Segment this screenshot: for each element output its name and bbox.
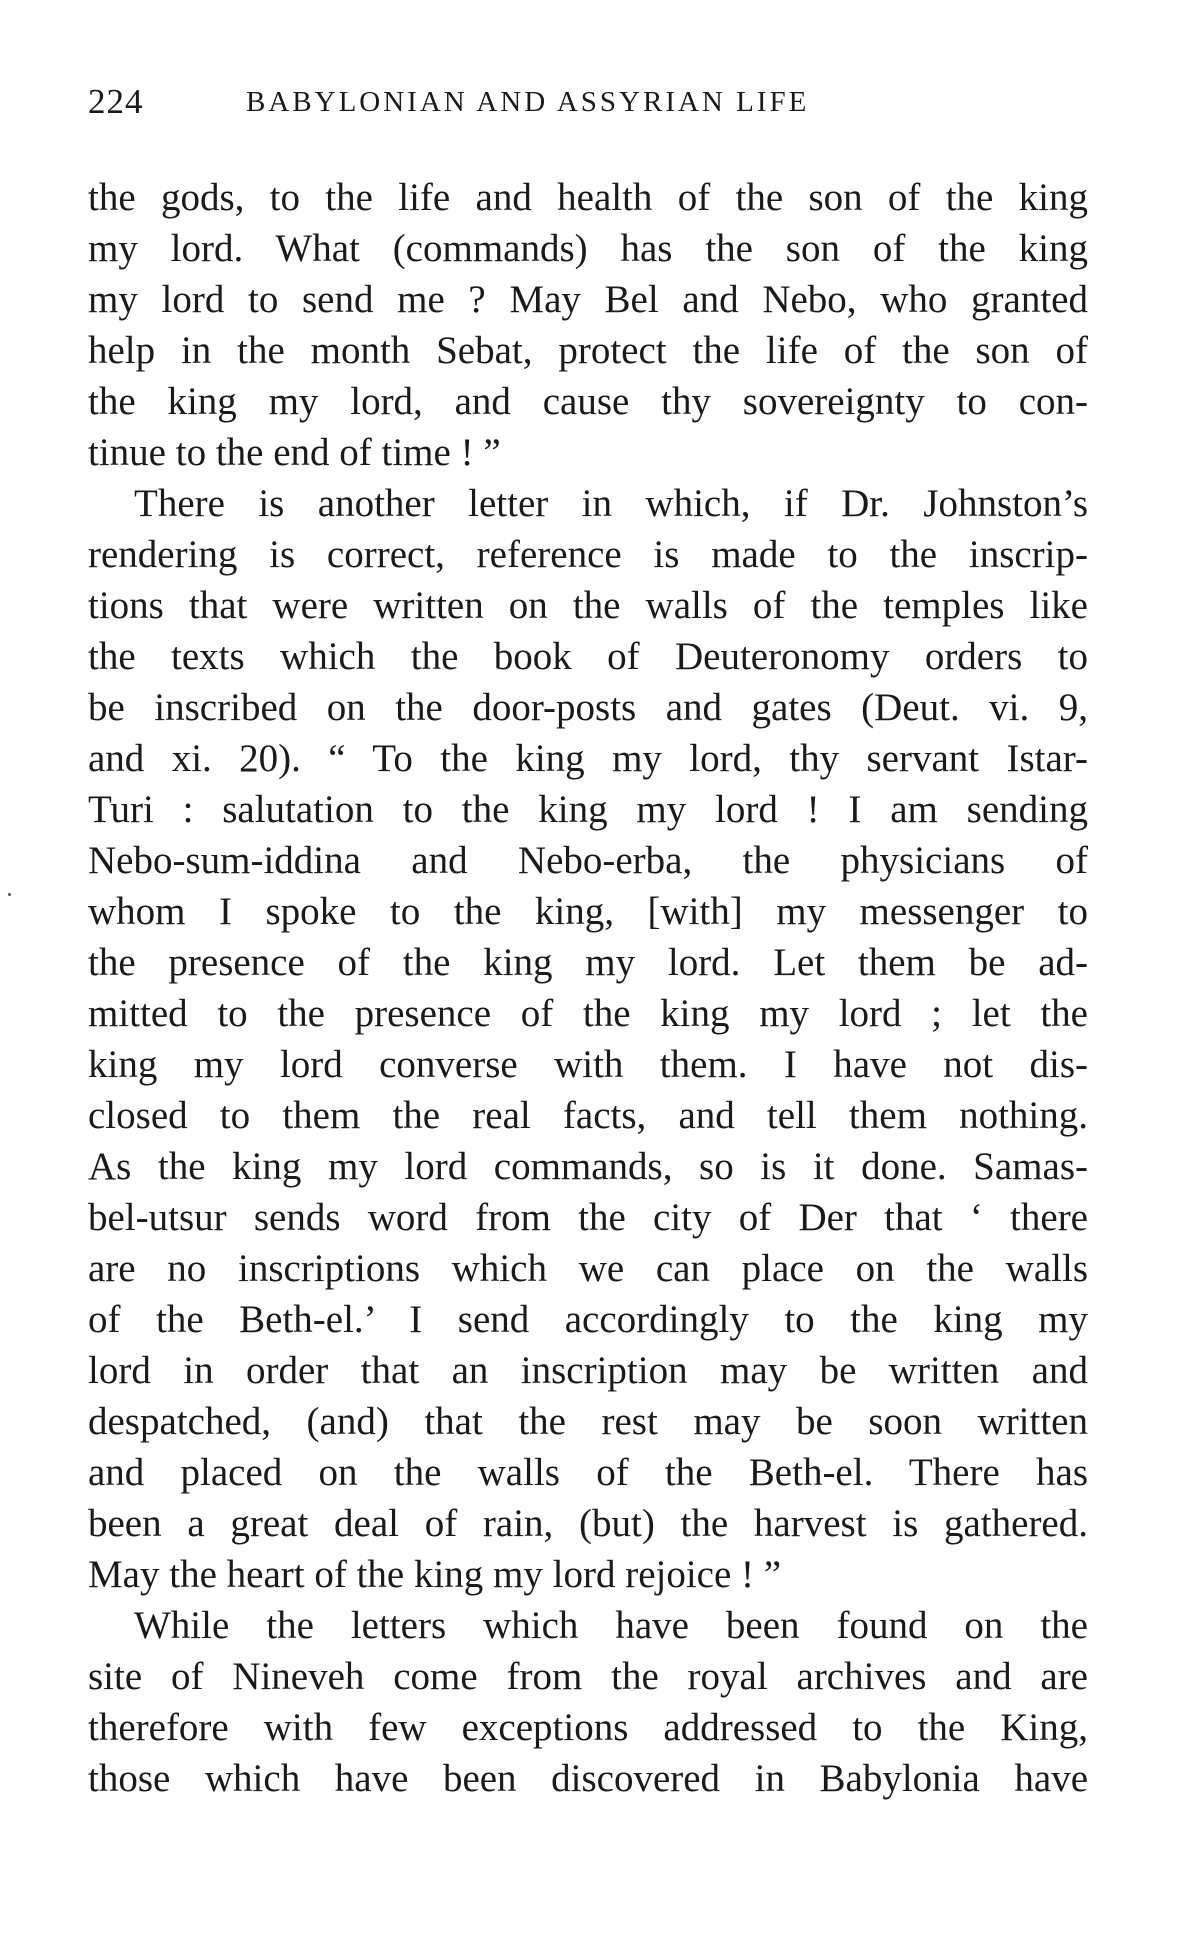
text-line: despatched, (and) that the rest may be soon written <box>88 1400 1088 1443</box>
text-line: the texts which the book of Deuteronomy orders to <box>88 635 1088 678</box>
text-line: the king my lord, and cause thy sovereignty to con- <box>88 380 1088 423</box>
text-line: mitted to the presence of the king my lord ; let the <box>88 992 1088 1035</box>
text-line: lord in order that an inscription may be written and <box>88 1349 1088 1392</box>
text-line: my lord. What (commands) has the son of the king <box>88 227 1088 270</box>
text-line: are no inscriptions which we can place on the walls <box>88 1247 1088 1290</box>
text-line: be inscribed on the door-posts and gates (Deut. vi. 9, <box>88 686 1088 729</box>
text-line: While the letters which have been found on the <box>134 1604 1088 1647</box>
stray-ink-mark <box>8 893 11 896</box>
text-line: Nebo-sum-iddina and Nebo-erba, the physicians of <box>88 839 1088 882</box>
body-text <box>88 172 1088 1804</box>
paragraph-2 <box>88 478 1088 1600</box>
text-line: tinue to the end of time ! ” <box>88 431 501 474</box>
text-line: those which have been discovered in Babylonia have <box>88 1757 1088 1800</box>
paragraph-3 <box>88 1600 1088 1804</box>
text-line: closed to them the real facts, and tell them nothing. <box>88 1094 1088 1137</box>
text-line: my lord to send me ? May Bel and Nebo, who granted <box>88 278 1088 321</box>
text-line: bel-utsur sends word from the city of Der that ‘ there <box>88 1196 1088 1239</box>
text-line: therefore with few exceptions addressed to the King, <box>88 1706 1088 1749</box>
text-line: whom I spoke to the king, [with] my messenger to <box>88 890 1088 933</box>
text-line: and placed on the walls of the Beth-el. There has <box>88 1451 1088 1494</box>
running-title: BABYLONIAN AND ASSYRIAN LIFE <box>246 86 810 118</box>
text-line: the presence of the king my lord. Let them be ad- <box>88 941 1088 984</box>
text-line: As the king my lord commands, so is it done. Samas- <box>88 1145 1088 1188</box>
text-line: May the heart of the king my lord rejoice ! ” <box>88 1553 782 1596</box>
text-line: site of Nineveh come from the royal archives and are <box>88 1655 1088 1698</box>
text-line: of the Beth-el.’ I send accordingly to the king my <box>88 1298 1088 1341</box>
text-line: and xi. 20). “ To the king my lord, thy servant Istar- <box>88 737 1088 780</box>
text-line: been a great deal of rain, (but) the harvest is gathered. <box>88 1502 1088 1545</box>
text-line: king my lord converse with them. I have not dis- <box>88 1043 1088 1086</box>
text-line: Turi : salutation to the king my lord ! I am sending <box>88 788 1088 831</box>
text-line: the gods, to the life and health of the son of the king <box>88 176 1088 219</box>
paragraph-1 <box>88 172 1088 478</box>
text-line: help in the month Sebat, protect the life of the son of <box>88 329 1088 372</box>
page-number: 224 <box>88 82 144 121</box>
text-line: tions that were written on the walls of the temples like <box>88 584 1088 627</box>
text-line: There is another letter in which, if Dr. Johnston’s <box>134 482 1088 525</box>
running-head <box>88 82 1088 132</box>
text-line: rendering is correct, reference is made to the inscrip- <box>88 533 1088 576</box>
